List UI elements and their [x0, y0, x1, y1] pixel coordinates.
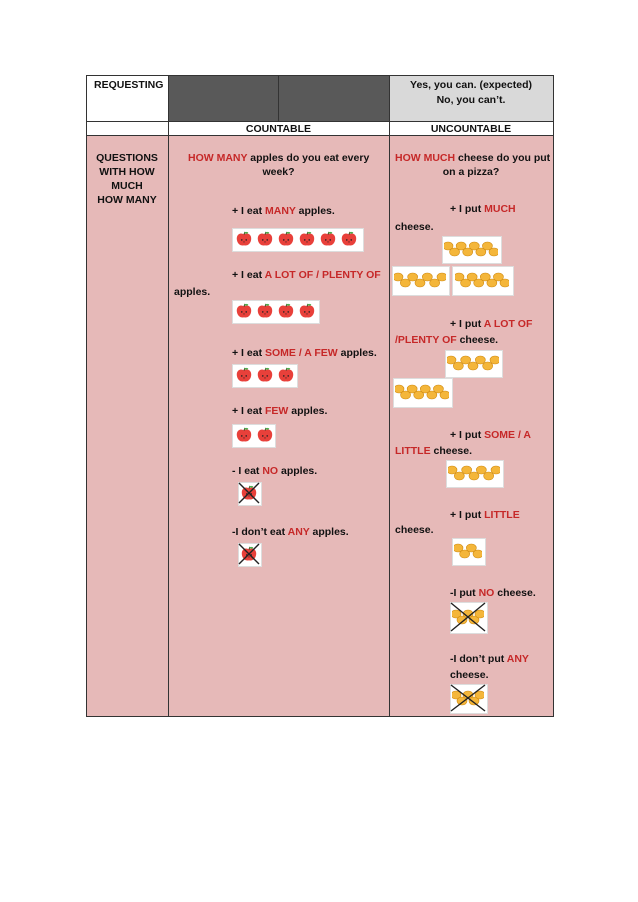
many-apple-icon — [340, 231, 358, 247]
left-label-1: QUESTIONS — [96, 152, 158, 164]
uncountable-question-line2: on a pizza? — [442, 166, 500, 178]
some-cheese-icon — [448, 464, 500, 485]
left-label-3: MUCH — [111, 180, 143, 192]
uncountable-sentence-2-line2: /PLENTY OF cheese. — [395, 334, 499, 346]
uncountable-sentence-6: -I don’t put ANY — [450, 653, 529, 665]
some-apple-icon — [235, 367, 253, 383]
no-cheese-cross-icon — [450, 602, 486, 635]
many-apple-icon — [256, 231, 274, 247]
uncountable-sentence-5: -I put NO cheese. — [450, 587, 536, 599]
dark-cell-1 — [168, 76, 278, 121]
uncountable-sentence-3: + I put SOME / A — [450, 429, 531, 441]
lot-apple-icon — [298, 303, 316, 319]
some-apple-icon — [256, 367, 274, 383]
many-apple-icon — [298, 231, 316, 247]
countable-sentence-5: - I eat NO apples. — [232, 465, 318, 477]
uncountable-sentence-1-line2: cheese. — [395, 221, 434, 233]
countable-question: HOW MANY apples do you eat every — [188, 152, 370, 164]
few-apple-icon — [256, 427, 274, 443]
uncountable-sentence-1: + I put MUCH — [450, 203, 516, 215]
countable-sentence-1: + I eat MANY apples. — [232, 205, 335, 217]
lot-apple-icon — [256, 303, 274, 319]
requesting-label: REQUESTING — [94, 79, 164, 91]
left-label-2: WITH HOW — [99, 166, 155, 178]
any-apple-cross-icon — [238, 543, 260, 568]
lot-2-cheese-icon — [395, 383, 449, 404]
uncountable-sentence-3-line2: LITTLE cheese. — [395, 445, 473, 457]
countable-sentence-3: + I eat SOME / A FEW apples. — [232, 347, 377, 359]
answer-line-1: Yes, you can. (expected) — [410, 79, 532, 91]
uncountable-sentence-4: + I put LITTLE — [450, 509, 520, 521]
countable-sentence-2-line2: apples. — [174, 286, 211, 298]
many-apple-icon — [235, 231, 253, 247]
much-3-cheese-icon — [455, 271, 509, 292]
much-1-cheese-icon — [444, 240, 498, 261]
uncountable-header: UNCOUNTABLE — [430, 123, 512, 135]
many-apple-icon — [277, 231, 295, 247]
countable-sentence-6: -I don’t eat ANY apples. — [232, 526, 349, 538]
little-cheese-icon — [454, 542, 482, 563]
countable-header: COUNTABLE — [245, 123, 312, 135]
few-apple-icon — [235, 427, 253, 443]
uncountable-sentence-2: + I put A LOT OF — [450, 318, 533, 330]
left-label-4: HOW MANY — [97, 194, 157, 206]
lot-apple-icon — [235, 303, 253, 319]
uncountable-sentence-4-line2: cheese. — [395, 524, 434, 536]
dark-cell-2 — [278, 76, 389, 121]
countable-sentence-4: + I eat FEW apples. — [232, 405, 328, 417]
answer-line-2: No, you can’t. — [436, 94, 506, 106]
uncountable-question: HOW MUCH cheese do you put — [395, 152, 551, 164]
many-apple-icon — [319, 231, 337, 247]
some-apple-icon — [277, 367, 295, 383]
much-2-cheese-icon — [394, 271, 446, 292]
lot-1-cheese-icon — [447, 354, 499, 375]
countable-question-line2: week? — [262, 166, 295, 178]
uncountable-sentence-6-line2: cheese. — [450, 669, 489, 681]
lot-apple-icon — [277, 303, 295, 319]
any-cheese-cross-icon — [450, 684, 486, 715]
countable-sentence-2: + I eat A LOT OF / PLENTY OF — [232, 269, 381, 281]
no-apple-cross-icon — [238, 482, 260, 507]
